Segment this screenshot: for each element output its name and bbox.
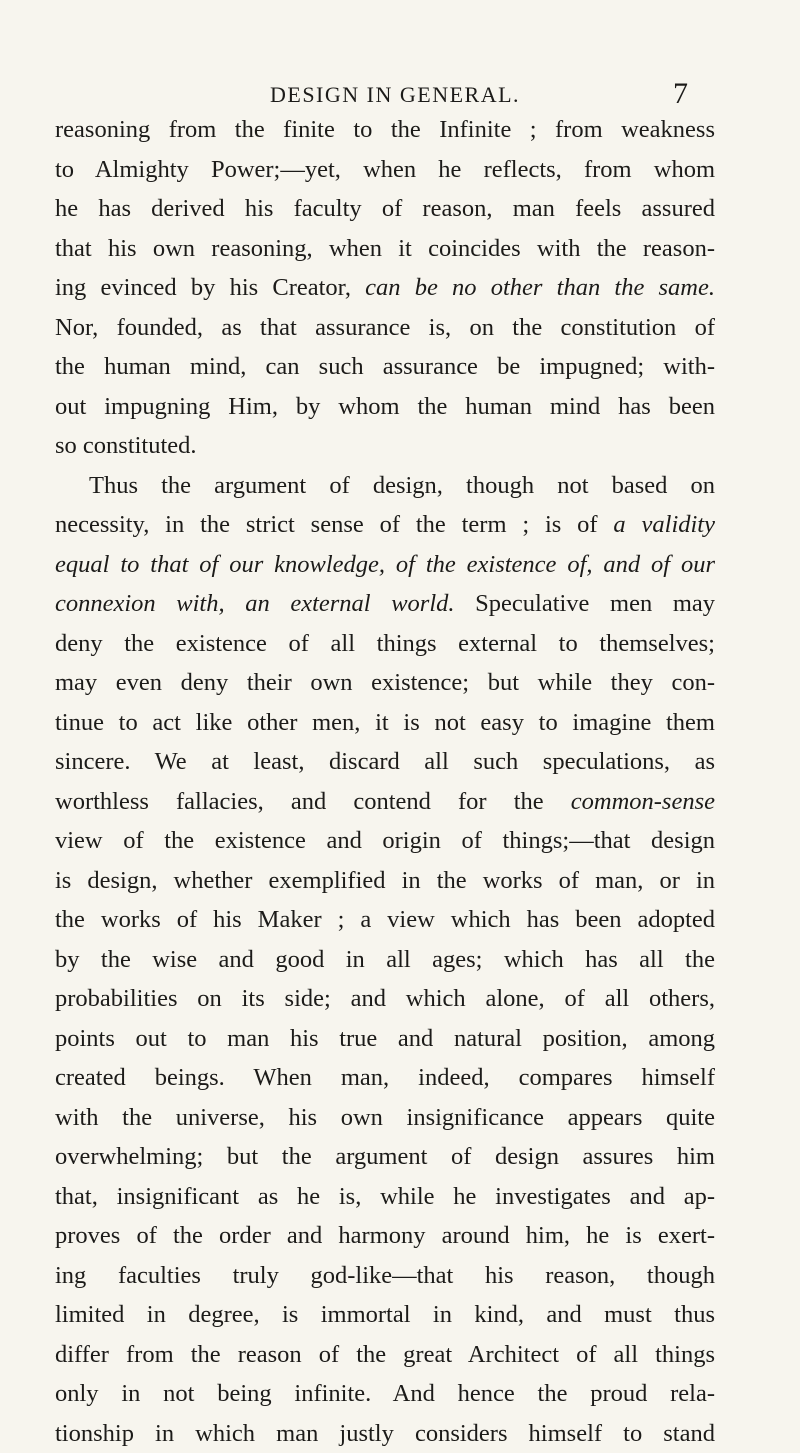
- text-line: [55, 268, 715, 308]
- text-line: [55, 861, 715, 901]
- text-line: [55, 624, 715, 664]
- text-line: [55, 1256, 715, 1296]
- text-segment: sincere. We at least, discard all such speculations, as: [55, 748, 715, 775]
- italic-text: common-sense: [571, 788, 715, 815]
- text-segment: differ from the reason of the great Architect of all things: [55, 1341, 715, 1368]
- text-line: [55, 703, 715, 743]
- text-segment: ing faculties truly god-like—that his reason, though: [55, 1262, 715, 1289]
- text-segment: Speculative men may: [455, 590, 715, 617]
- text-segment: may even deny their own existence; but while they con-: [55, 669, 715, 696]
- text-line: [55, 1019, 715, 1059]
- text-line: [55, 505, 715, 545]
- text-segment: ing evinced by his Creator,: [55, 274, 365, 301]
- text-line: [55, 584, 715, 624]
- text-line: [55, 1177, 715, 1217]
- text-line: [55, 426, 715, 466]
- text-segment: proves of the order and harmony around him, he is exert-: [55, 1222, 715, 1249]
- text-line: [55, 387, 715, 427]
- text-segment: tionship in which man justly considers himself to stand: [55, 1420, 715, 1447]
- text-line: [55, 1216, 715, 1256]
- text-segment: Thus the argument of design, though not based on: [89, 472, 715, 499]
- text-line: [55, 1335, 715, 1375]
- italic-text: equal to that of our knowledge, of the existence of, and of our: [55, 551, 715, 578]
- text-line: [55, 821, 715, 861]
- text-line: [55, 1098, 715, 1138]
- text-line: [55, 545, 715, 585]
- running-title: DESIGN IN GENERAL.: [270, 82, 520, 108]
- text-line: [55, 308, 715, 348]
- text-segment: so constituted.: [55, 432, 197, 459]
- text-line: [55, 110, 715, 150]
- text-segment: necessity, in the strict sense of the term ; is of: [55, 511, 613, 538]
- page-number: 7: [673, 78, 688, 110]
- text-segment: reasoning from the finite to the Infinite ; from weakness: [55, 116, 715, 143]
- text-line: [55, 1137, 715, 1177]
- text-line: [55, 1295, 715, 1335]
- italic-text: connexion with, an external world.: [55, 590, 455, 617]
- text-line: [55, 1374, 715, 1414]
- text-line: [55, 782, 715, 822]
- text-segment: with the universe, his own insignificance appears quite: [55, 1104, 715, 1131]
- text-segment: Nor, founded, as that assurance is, on the constitution of: [55, 314, 715, 341]
- text-segment: the works of his Maker ; a view which has been adopted: [55, 906, 715, 933]
- text-segment: out impugning Him, by whom the human mind has been: [55, 393, 715, 420]
- italic-text: can be no other than the same.: [365, 274, 715, 301]
- text-line: [55, 742, 715, 782]
- text-line: [55, 466, 715, 506]
- text-segment: tinue to act like other men, it is not easy to imagine them: [55, 709, 715, 736]
- text-line: [55, 150, 715, 190]
- text-segment: by the wise and good in all ages; which has all the: [55, 946, 715, 973]
- text-segment: created beings. When man, indeed, compares himself: [55, 1064, 715, 1091]
- text-line: [55, 979, 715, 1019]
- text-segment: that his own reasoning, when it coincides with the reason-: [55, 235, 715, 262]
- text-segment: worthless fallacies, and contend for the: [55, 788, 571, 815]
- text-line: [55, 1058, 715, 1098]
- text-segment: he has derived his faculty of reason, man feels assured: [55, 195, 715, 222]
- text-segment: only in not being infinite. And hence the proud rela-: [55, 1380, 715, 1407]
- text-segment: to Almighty Power;—yet, when he reflects, from whom: [55, 156, 715, 183]
- text-line: [55, 347, 715, 387]
- text-segment: points out to man his true and natural position, among: [55, 1025, 715, 1052]
- text-segment: limited in degree, is immortal in kind, and must thus: [55, 1301, 715, 1328]
- text-line: [55, 940, 715, 980]
- text-line: [55, 189, 715, 229]
- text-segment: the human mind, can such assurance be impugned; with-: [55, 353, 715, 380]
- text-segment: that, insignificant as he is, while he investigates and ap-: [55, 1183, 715, 1210]
- text-segment: deny the existence of all things external to themselves;: [55, 630, 715, 657]
- text-segment: overwhelming; but the argument of design assures him: [55, 1143, 715, 1170]
- text-segment: view of the existence and origin of things;—that design: [55, 827, 715, 854]
- body-text: [55, 110, 715, 1453]
- text-segment: probabilities on its side; and which alone, of all others,: [55, 985, 715, 1012]
- text-line: [55, 663, 715, 703]
- text-line: [55, 1414, 715, 1453]
- text-line: [55, 900, 715, 940]
- text-line: [55, 229, 715, 269]
- text-segment: is design, whether exemplified in the works of man, or in: [55, 867, 715, 894]
- italic-text: a validity: [613, 511, 715, 538]
